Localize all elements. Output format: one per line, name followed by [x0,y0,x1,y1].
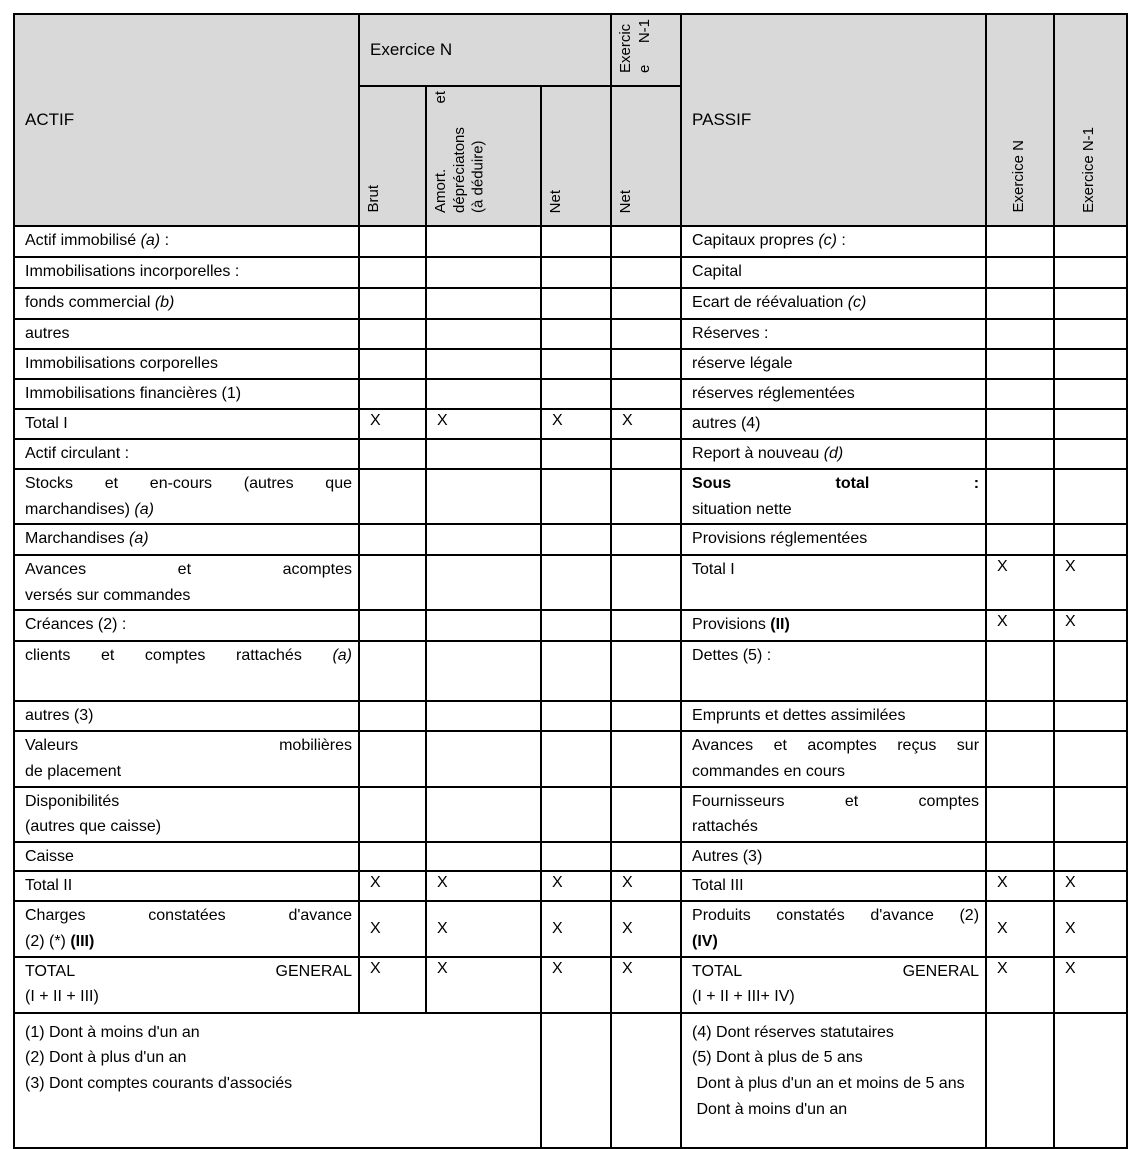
net-n1-value-cell [611,319,681,349]
passif-label-cell: Autres (3) [681,842,986,872]
brut-value-cell [359,319,426,349]
table-row [14,641,1127,701]
passif-n-footer-cell [986,1013,1054,1148]
amort-value-cell [426,349,541,379]
table-row [14,469,1127,524]
net-n1-value-cell [611,524,681,555]
amort-value-cell [426,524,541,555]
net-value-cell: X [541,409,611,439]
amort-value-cell: X [426,957,541,1013]
passif-n-value-cell: X [986,957,1054,1013]
table-row [14,701,1127,731]
passif-n1-value-cell [1054,226,1127,257]
footnote-line: (4) Dont réserves statutaires [692,1023,894,1041]
brut-value-cell [359,288,426,319]
amort-value-cell: X [426,871,541,901]
footnote-line: Dont à moins d'un an [692,1101,848,1119]
brut-value-cell [359,439,426,469]
brut-value-cell: X [359,957,426,1013]
brut-value-cell [359,731,426,786]
table-row [14,257,1127,288]
actif-column-header [14,14,359,226]
passif-n-value-cell [986,288,1054,319]
passif-n-value-cell [986,349,1054,379]
passif-n1-value-cell: X [1054,610,1127,641]
passif-n1-value-cell [1054,842,1127,872]
actif-label-cell: Stocks et en-cours (autres que marchandises) (a) [14,469,359,524]
passif-exercice-n-rotated-label: Exercice N [1009,140,1027,213]
actif-label-cell: Actif circulant : [14,439,359,469]
table-row [14,379,1127,409]
net-n1-value-cell [611,610,681,641]
brut-value-cell [359,842,426,872]
passif-n-value-cell [986,379,1054,409]
amort-value-cell [426,288,541,319]
balance-sheet [13,13,1128,1149]
brut-value-cell [359,555,426,610]
actif-label-cell: autres [14,319,359,349]
net-value-cell [541,349,611,379]
passif-label-cell: Produits constatés d'avance (2) (IV) [681,901,986,956]
amort-value-cell: X [426,409,541,439]
amort-value-cell [426,319,541,349]
footnote-line: (3) Dont comptes courants d'associés [25,1075,293,1093]
net-value-cell [541,288,611,319]
net-value-cell [541,226,611,257]
passif-label-cell: Réserves : [681,319,986,349]
passif-label-cell: Ecart de réévaluation (c) [681,288,986,319]
table-row [14,901,1127,956]
amort-value-cell [426,842,541,872]
actif-label-cell: Total I [14,409,359,439]
passif-n-value-cell [986,319,1054,349]
actif-label-cell: Avances et acomptes versés sur commandes [14,555,359,610]
passif-n1-value-cell [1054,349,1127,379]
net-value-cell [541,701,611,731]
header-row-1 [14,14,1127,86]
passif-n-value-cell [986,469,1054,524]
passif-header-label: PASSIF [692,110,752,129]
passif-n1-value-cell [1054,319,1127,349]
passif-n1-value-cell [1054,701,1127,731]
net-value-cell [541,524,611,555]
table-row [14,957,1127,1013]
net-n1-value-cell: X [611,957,681,1013]
net-footer-cell [541,1013,611,1148]
actif-label-cell: TOTAL GENERAL (I + II + III) [14,957,359,1013]
net-n1-value-cell: X [611,901,681,956]
passif-label-cell: Dettes (5) : [681,641,986,701]
exercice-n-label: Exercice N [370,40,453,59]
passif-exercice-n1-rotated-label: Exercice N-1 [1080,127,1098,213]
passif-n-value-cell: X [986,555,1054,610]
passif-label-cell: Report à nouveau (d) [681,439,986,469]
passif-column-header [681,14,986,226]
net-n1-value-cell: X [611,409,681,439]
passif-n1-value-cell [1054,257,1127,288]
actif-label-cell: Immobilisations financières (1) [14,379,359,409]
table-row [14,731,1127,786]
passif-n-value-cell [986,731,1054,786]
net-n1-value-cell [611,288,681,319]
passif-label-cell: Provisions (II) [681,610,986,641]
footnote-line: Dont à plus d'un an et moins de 5 ans [692,1075,965,1093]
brut-value-cell [359,226,426,257]
net-n1-value-cell [611,842,681,872]
table-row [14,524,1127,555]
brut-value-cell [359,349,426,379]
net-value-cell [541,469,611,524]
net-n1-footer-cell [611,1013,681,1148]
passif-n1-value-cell [1054,787,1127,842]
brut-column-header [359,86,426,226]
amort-value-cell [426,555,541,610]
actif-label-cell: Disponibilités (autres que caisse) [14,787,359,842]
actif-label-cell: autres (3) [14,701,359,731]
passif-n1-footer-cell [1054,1013,1127,1148]
net-n1-column-header [611,86,681,226]
passif-n1-value-cell [1054,439,1127,469]
net-n1-value-cell [611,226,681,257]
amort-value-cell [426,379,541,409]
net-column-header [541,86,611,226]
table-row [14,787,1127,842]
amort-value-cell [426,787,541,842]
table-footer [14,1013,1127,1148]
passif-label-cell: Total I [681,555,986,610]
net-value-cell [541,731,611,786]
brut-value-cell [359,469,426,524]
net-value-cell [541,319,611,349]
table-row [14,409,1127,439]
actif-label-cell: Immobilisations incorporelles : [14,257,359,288]
net-value-cell [541,641,611,701]
passif-n-value-cell [986,842,1054,872]
amort-rotated-label: Amort. et dépréciatons (à déduire) [432,91,487,213]
passif-n1-value-cell: X [1054,555,1127,610]
brut-value-cell [359,257,426,288]
amort-value-cell [426,469,541,524]
passif-n-value-cell: X [986,610,1054,641]
passif-label-cell: Emprunts et dettes assimilées [681,701,986,731]
amort-value-cell [426,610,541,641]
net-n1-value-cell [611,641,681,701]
brut-value-cell [359,787,426,842]
passif-label-cell: réserves réglementées [681,379,986,409]
passif-label-cell: Total III [681,871,986,901]
passif-n1-value-cell [1054,524,1127,555]
net-value-cell [541,787,611,842]
passif-n1-value-cell [1054,469,1127,524]
net-n1-value-cell [611,469,681,524]
actif-label-cell: Caisse [14,842,359,872]
amort-value-cell [426,641,541,701]
footnote-line: (1) Dont à moins d'un an [25,1023,200,1041]
actif-label-cell: Créances (2) : [14,610,359,641]
table-row [14,226,1127,257]
passif-label-cell: TOTAL GENERAL (I + II + III+ IV) [681,957,986,1013]
passif-n-value-cell [986,439,1054,469]
amort-column-header [426,86,541,226]
brut-value-cell [359,701,426,731]
net-value-cell [541,610,611,641]
passif-label-cell: Sous total : situation nette [681,469,986,524]
footnote-line: (5) Dont à plus de 5 ans [692,1049,863,1067]
passif-n-value-cell [986,524,1054,555]
passif-n-value-cell [986,641,1054,701]
actif-label-cell: Actif immobilisé (a) : [14,226,359,257]
passif-label-cell: autres (4) [681,409,986,439]
table-body [14,226,1127,1013]
passif-exercice-n-header [986,14,1054,226]
passif-label-cell: Fournisseurs et comptes rattachés [681,787,986,842]
net-n1-value-cell [611,787,681,842]
actif-footnotes-cell [14,1013,541,1148]
exercice-n1-net-group-header [611,14,681,86]
table-row [14,871,1127,901]
net-value-cell: X [541,871,611,901]
table-row [14,319,1127,349]
passif-n1-value-cell [1054,288,1127,319]
amort-value-cell [426,226,541,257]
net-n1-value-cell [611,439,681,469]
brut-value-cell: X [359,871,426,901]
net-value-cell: X [541,901,611,956]
net-n1-value-cell [611,701,681,731]
net-value-cell [541,379,611,409]
net-n1-value-cell [611,379,681,409]
table-row [14,610,1127,641]
net-value-cell: X [541,957,611,1013]
table-row [14,349,1127,379]
actif-header-label: ACTIF [25,110,75,129]
passif-label-cell: Avances et acomptes reçus sur commandes en cours [681,731,986,786]
net-value-cell [541,439,611,469]
passif-n1-value-cell: X [1054,901,1127,956]
actif-label-cell: clients et comptes rattachés (a) [14,641,359,701]
brut-value-cell: X [359,901,426,956]
net-n1-value-cell: X [611,871,681,901]
net-n1-value-cell [611,349,681,379]
amort-value-cell: X [426,901,541,956]
passif-n-value-cell: X [986,871,1054,901]
passif-label-cell: Capital [681,257,986,288]
actif-label-cell: fonds commercial (b) [14,288,359,319]
net-n1-value-cell [611,731,681,786]
table-header [14,14,1127,226]
actif-label-cell: Charges constatées d'avance (2) (*) (III) [14,901,359,956]
amort-value-cell [426,439,541,469]
passif-n-value-cell [986,701,1054,731]
brut-value-cell: X [359,409,426,439]
exercice-n-group-header [359,14,611,86]
passif-n1-value-cell [1054,641,1127,701]
actif-label-cell: Total II [14,871,359,901]
amort-value-cell [426,257,541,288]
table-row [14,555,1127,610]
net-n1-rotated-label: Net [617,189,635,213]
passif-n-value-cell: X [986,901,1054,956]
footnotes-row [14,1013,1127,1148]
passif-n1-value-cell [1054,409,1127,439]
passif-label-cell: Provisions réglementées [681,524,986,555]
table-row [14,288,1127,319]
actif-label-cell: Marchandises (a) [14,524,359,555]
amort-value-cell [426,701,541,731]
actif-label-cell: Immobilisations corporelles [14,349,359,379]
net-n1-value-cell [611,257,681,288]
brut-rotated-label: Brut [365,185,382,213]
footnote-line: (2) Dont à plus d'un an [25,1049,187,1067]
brut-value-cell [359,641,426,701]
net-value-cell [541,257,611,288]
passif-n1-value-cell: X [1054,957,1127,1013]
passif-n1-value-cell [1054,731,1127,786]
passif-n-value-cell [986,226,1054,257]
passif-n-value-cell [986,787,1054,842]
net-value-cell [541,842,611,872]
net-rotated-label: Net [547,189,564,213]
passif-n1-value-cell: X [1054,871,1127,901]
brut-value-cell [359,524,426,555]
exercice-n1-rotated-label: Exercic e N-1 [617,19,653,73]
passif-label-cell: réserve légale [681,349,986,379]
passif-n-value-cell [986,257,1054,288]
passif-footnotes-cell [681,1013,986,1148]
balance-sheet-table [13,13,1128,1149]
amort-value-cell [426,731,541,786]
passif-n-value-cell [986,409,1054,439]
passif-label-cell: Capitaux propres (c) : [681,226,986,257]
brut-value-cell [359,379,426,409]
net-value-cell [541,555,611,610]
passif-n1-value-cell [1054,379,1127,409]
table-row [14,439,1127,469]
table-row [14,842,1127,872]
actif-label-cell: Valeurs mobilières de placement [14,731,359,786]
passif-exercice-n1-header [1054,14,1127,226]
brut-value-cell [359,610,426,641]
net-n1-value-cell [611,555,681,610]
